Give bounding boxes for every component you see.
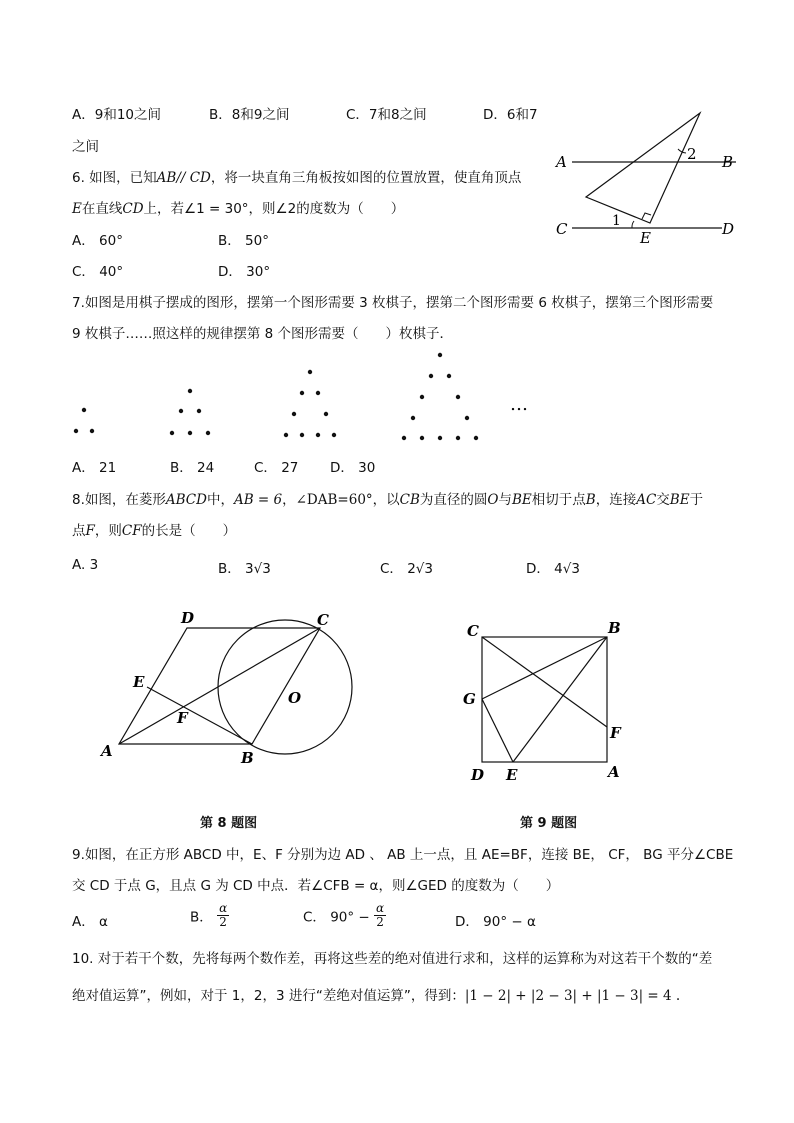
label-c: C (556, 220, 568, 238)
segment-bg (482, 637, 607, 699)
q8-figure (95, 605, 365, 775)
label-e: E (133, 673, 145, 691)
q8-line1 (72, 488, 703, 508)
q9-line2: 交 CD 于点 G，且点 G 为 CD 中点．若∠CFB = α，则∠GED 的度数为（ ） (72, 878, 560, 894)
t: 点 (72, 523, 86, 539)
q6-line1-post: ，将一块直角三角板按如图的位置放置，使直角顶点 (210, 170, 522, 186)
t: ABCD (165, 492, 207, 508)
q9-option-c (303, 902, 386, 929)
label-c: C (467, 622, 479, 640)
t: B (585, 492, 596, 508)
t: F (85, 523, 95, 539)
label-b: B (608, 619, 621, 637)
numerator: α (219, 901, 228, 915)
q9-option-c-fraction (374, 902, 386, 929)
t: 交 (656, 492, 670, 508)
q9-figure (455, 615, 635, 785)
t: CB (399, 492, 420, 508)
q6-line1 (72, 166, 521, 186)
denominator: 2 (219, 915, 227, 929)
segment-cf (482, 637, 607, 727)
angle1-arc (632, 221, 634, 228)
t: ， (282, 492, 296, 508)
label-a: A (101, 742, 113, 760)
t: 于 (689, 492, 704, 508)
label-d: D (722, 220, 735, 238)
t: O (487, 492, 499, 508)
q6-option-b: B． 50° (218, 233, 269, 249)
label-e: E (640, 229, 651, 247)
q9-line1: 9.如图，在正方形 ABCD 中，E、F 分别为边 AD 、 AB 上一点，且 AE=BF，连接 BE， CF， BG 平分∠CBE (72, 847, 734, 863)
q6-line1-pre: 6. 如图，已知 (72, 170, 157, 186)
pattern-1 (74, 408, 94, 433)
q6-option-a: A． 60° (72, 233, 123, 249)
q6-line1-math: AB// CD (156, 170, 211, 186)
t: 的长是（ ） (141, 523, 237, 539)
q10-line2 (72, 984, 680, 1004)
pattern-3 (284, 370, 336, 437)
pattern-4 (402, 353, 478, 440)
denominator: 2 (376, 915, 384, 929)
t: ∠DAB=60° (295, 492, 373, 508)
t: 8.如图，在菱形 (72, 492, 166, 508)
q5-option-a: A．9和10之间 (72, 107, 162, 123)
q5-option-d: D．6和7 (483, 107, 538, 123)
q6-line2 (72, 197, 404, 217)
label-1: 1 (612, 213, 621, 229)
label-2: 2 (687, 145, 697, 163)
label-a: A (608, 763, 620, 781)
q7-line1: 7.如图是用棋子摆成的图形，摆第一个图形需要 3 枚棋子，摆第二个图形需要 6 枚棋子，摆第三个图形需要 (72, 295, 714, 311)
label-d: D (471, 766, 485, 784)
segment-ge (482, 699, 513, 762)
q8-line2 (72, 519, 236, 539)
q9-option-b-fraction (217, 902, 229, 929)
label-f: F (610, 724, 621, 742)
q8-option-d: D． 4√3 (526, 561, 580, 577)
label-b: B (722, 153, 734, 171)
t: 为直径的圆 (419, 492, 488, 508)
q6-option-d: D． 30° (218, 264, 271, 280)
q6-line2-post: 上，若∠1 = 30°，则∠2的度数为（ ） (143, 201, 405, 217)
q10-line1: 10. 对于若干个数，先将每两个数作差，再将这些差的绝对值进行求和，这样的运算称为对这若干个数的“差 (72, 951, 713, 967)
q9-caption: 第 9 题图 (520, 816, 578, 831)
right-angle-mark (642, 213, 651, 219)
angle2-arc (678, 149, 686, 153)
square (482, 637, 607, 762)
segment-be (513, 637, 607, 762)
q7-option-d: D． 30 (330, 460, 376, 476)
label-e: E (506, 766, 518, 784)
q6-option-c: C． 40° (72, 264, 124, 280)
q9-option-d: D． 90° − α (455, 914, 536, 930)
q5-option-c: C．7和8之间 (346, 107, 427, 123)
label-c: C (317, 611, 329, 629)
q8-option-a: A. 3 (72, 557, 99, 573)
t: 中， (206, 492, 234, 508)
t: AB = 6 (233, 492, 283, 508)
label-a: A (556, 153, 567, 171)
q7-figure (60, 345, 540, 445)
q9-option-b-label: B． (190, 909, 213, 926)
q7-option-c: C． 27 (254, 460, 299, 476)
label-b: B (241, 749, 254, 767)
label-f: F (177, 709, 188, 727)
label-o: O (288, 689, 302, 707)
t: AC (636, 492, 657, 508)
t: ，连接 (595, 492, 637, 508)
segment-be (147, 687, 252, 744)
dots-ellipsis: … (510, 394, 528, 415)
q10-line2-text: 绝对值运算”，例如，对于 1，2，3 进行“差绝对值运算”，得到： (72, 988, 465, 1004)
pattern-2 (170, 389, 210, 435)
q8-caption: 第 8 题图 (200, 816, 258, 831)
q8-option-c: C． 2√3 (380, 561, 433, 577)
triangle (586, 113, 700, 223)
t: BE (512, 492, 532, 508)
t: CF (121, 523, 142, 539)
t: ，则 (94, 523, 122, 539)
q6-line2-mid: 在直线 (81, 201, 123, 217)
q9-option-a: A． α (72, 914, 108, 930)
q5-option-b: B．8和9之间 (209, 107, 290, 123)
q7-option-b: B． 24 (170, 460, 215, 476)
t: 相切于点 (531, 492, 586, 508)
q5-continuation: 之间 (72, 139, 99, 155)
q7-option-a: A． 21 (72, 460, 117, 476)
t: 与 (498, 492, 512, 508)
q9-option-c-label: C． 90° − (303, 909, 370, 926)
q9-option-b (190, 902, 229, 929)
q8-option-b: B． 3√3 (218, 561, 271, 577)
q6-figure (550, 105, 750, 250)
q6-line2-var: E (72, 201, 82, 217)
q10-line2-math: |1 − 2| + |2 − 3| + |1 − 3| = 4 . (464, 988, 681, 1004)
label-g: G (463, 690, 476, 708)
q6-line2-cd: CD (122, 201, 144, 217)
q7-line2: 9 枚棋子……照这样的规律摆第 8 个图形需要（ ）枚棋子． (72, 326, 454, 342)
t: BE (669, 492, 690, 508)
t: ，以 (372, 492, 400, 508)
numerator: α (376, 901, 385, 915)
label-d: D (181, 609, 195, 627)
